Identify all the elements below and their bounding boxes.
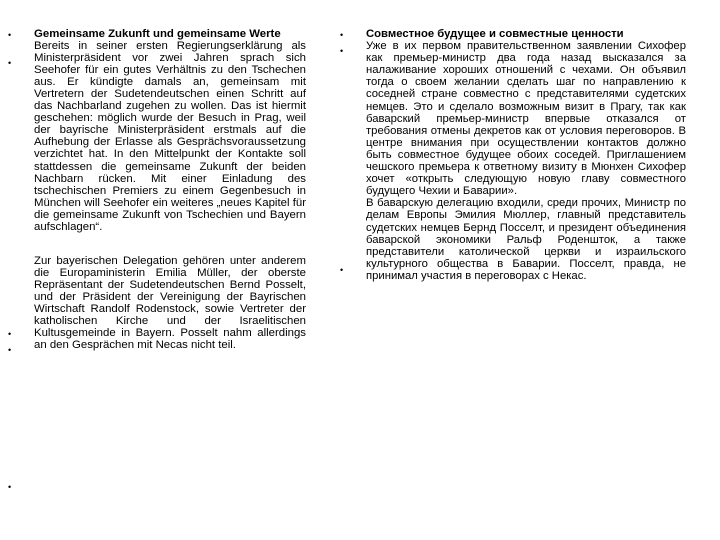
bullet-marker: • — [8, 482, 12, 492]
russian-heading: Совместное будущее и совместные ценности — [366, 28, 624, 40]
german-paragraph-1: Bereits in seiner ersten Regierungserklärung als Ministerpräsident vor zwei Jahren sprach sich Seehofer für ein gutes Verhältnis zu den Tschechen aus. Er kündigte damals an, gemeinsam mit Vertretern der Sudetendeutschen einen Schritt auf das Nachbarland zugehen zu wollen. Das ist hiermit geschehen: möglich wurde der Besuch in Prag, weil der bayrische Ministerpräsident erstmals auf die Aufhebung der Erlasse als Gesprächsvoraussetzung verzichtet hat. In den Mittelpunkt der Kontakte soll stattdessen die gemeinsame Zukunft der beiden Nachbarn rücken. Mit einer Einladung des tschechischen Premiers zu einem Gegenbesuch in München will Seehofer ein weiteres „neues Kapitel für die gemeinsame Zukunft von Tschechien und Bayern aufschlagen“. — [34, 40, 306, 233]
german-heading: Gemeinsame Zukunft und gemeinsame Werte — [34, 28, 281, 40]
german-column — [34, 28, 306, 351]
bullet-marker: • — [8, 30, 12, 40]
bullet-marker: • — [340, 30, 344, 40]
bullet-marker: • — [8, 58, 12, 68]
bullet-marker: • — [8, 329, 12, 339]
russian-column — [366, 28, 686, 282]
russian-paragraph-1: Уже в их первом правительственном заявлении Сихофер как премьер-министр два года назад высказался за налаживание хороших отношений с чехами. Он объявил тогда о своем желании сделать шаг по направлению к соседней стране совместно с представителями судетских немцев. Это и сделало возможным визит в Прагу, так как баварский премьер-министр впервые отказался от требования отмены декретов как от условия переговоров. В центре внимания при осуществлении контактов должно быть совместное будущее обоих соседей. Приглашением чешского премьера к ответному визиту в Мюнхен Сихофер хочет «открыть следующую новую главу совместного будущего Чехии и Баварии». — [366, 40, 686, 198]
russian-paragraph-2: В баварскую делегацию входили, среди прочих, Министр по делам Европы Эмилия Мюллер, главный представитель судетских немцев Бернд Посселт, и президент объединения баварской экономики Ральф Роденшток, а также представители католической церкви и израильского культурного общества в Баварии. Посселт, правда, не принимал участия в переговорах с Некас. — [366, 197, 686, 282]
german-paragraph-2: Zur bayerischen Delegation gehören unter anderem die Europaministerin Emilia Müller, der oberste Repräsentant der Sudetendeutschen Bernd Posselt, und der Präsident der Vereinigung der Bayrischen Wirtschaft Randolf Rodenstock, sowie Vertreter der katholischen Kirche und der Israelitischen Kultusgemeinde in Bayern. Posselt nahm allerdings an den Gesprächen mit Necas nicht teil. — [34, 254, 306, 352]
bullet-marker: • — [340, 265, 344, 275]
bullet-marker: • — [8, 345, 12, 355]
bullet-marker: • — [340, 46, 344, 56]
